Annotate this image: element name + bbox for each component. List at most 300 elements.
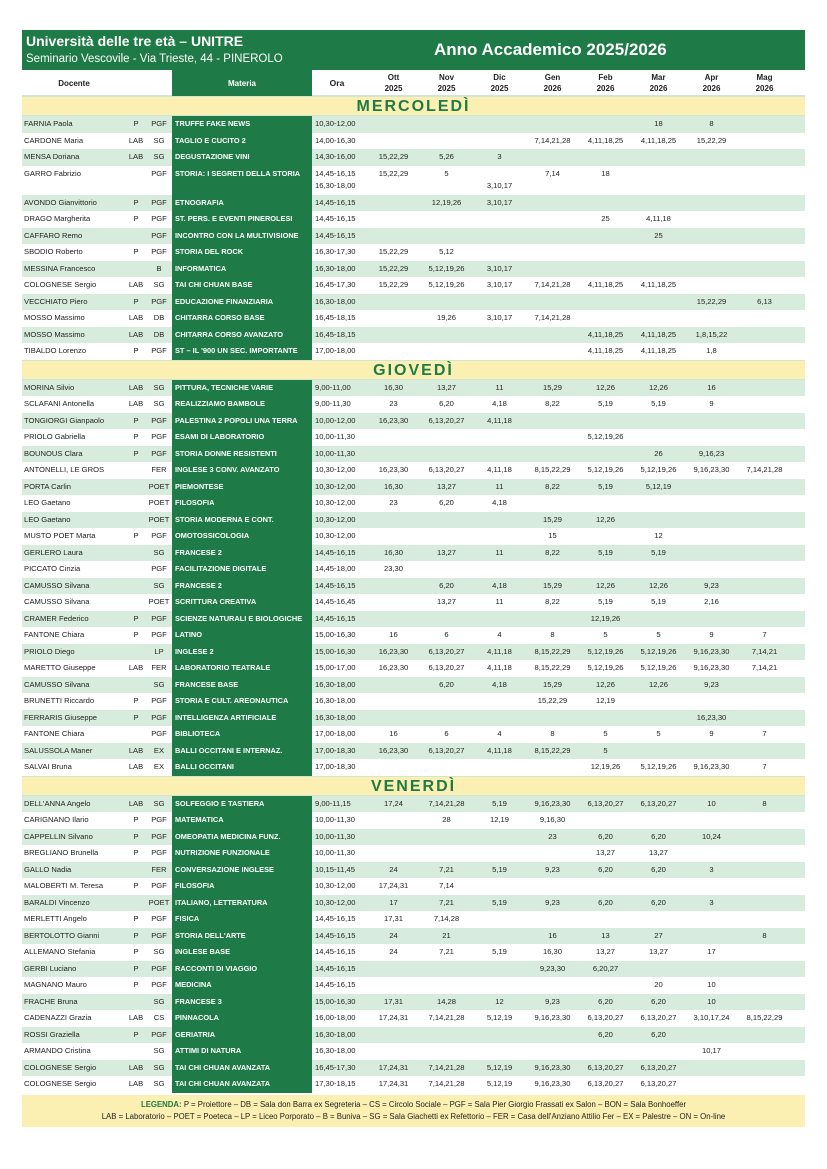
table-row — [22, 944, 805, 961]
cell-materia: FRANCESE 2 — [172, 578, 312, 595]
cell-ora: 16,30-18,00 — [315, 263, 356, 273]
cell-dates: 10 — [707, 996, 716, 1006]
cell-dates: 8,15,22,29 — [534, 745, 571, 755]
cell-dates: 8,15,22,29 — [746, 1013, 783, 1022]
cell-dates: 9,23 — [704, 679, 719, 689]
cell-materia: TAI CHI CHUAN AVANZATA — [172, 1076, 312, 1093]
cell-dates: 6,13,20,27 — [587, 1013, 624, 1022]
table-row — [22, 195, 805, 212]
cell-dates: 13,27 — [595, 947, 615, 956]
cell-materia: ATTIMI DI NATURA — [172, 1043, 312, 1060]
cell-dates: 15,29 — [542, 514, 562, 524]
cell-materia: CHITARRA CORSO AVANZATO — [172, 327, 312, 344]
cell-materia: INGLESE 2 — [172, 644, 312, 661]
cell-dates: 16,23,30 — [378, 745, 409, 755]
cell-dates: 13,27 — [436, 382, 456, 392]
cell-projector: LAB — [128, 663, 144, 672]
cell-docente: CAMUSSO Silvana — [24, 580, 90, 590]
cell-materia: FACILITAZIONE DIGITALE — [172, 561, 312, 578]
cell-dates: 6,20 — [439, 498, 454, 507]
day-heading: GIOVEDÌ — [22, 360, 805, 380]
cell-dates: 9 — [709, 630, 714, 639]
cell-dates: 24 — [389, 864, 398, 874]
column-header-row — [22, 70, 805, 96]
cell-projector: P — [133, 247, 139, 256]
cell-materia: BALLI OCCITANI — [172, 759, 312, 776]
cell-dates: 5,12,19,26 — [587, 646, 624, 656]
cell-room: PGF — [151, 729, 167, 738]
legend-line-2: LAB = Laboratorio – POET = Poeteca – LP = Liceo Porporato – B = Buniva – SG = Sala Giachetti ex Refettorio – FER = Casa dell'Anziano Attilio Fer – EX = Palestre – ON = On-line — [101, 1111, 726, 1121]
cell-dates: 7,14,21 — [751, 663, 778, 672]
table-row — [22, 228, 805, 245]
cell-dates: 6,20 — [651, 996, 666, 1006]
cell-dates: 26 — [654, 448, 663, 458]
cell-dates: 17,24,31 — [378, 1079, 409, 1088]
cell-dates: 6,20 — [598, 831, 613, 841]
cell-dates: 3,10,17 — [486, 313, 513, 322]
cell-dates: 4,11,18 — [646, 214, 671, 223]
cell-dates: 15,22,29 — [537, 696, 568, 705]
cell-docente: PICCATO Cinzia — [24, 564, 81, 573]
cell-dates: 3 — [709, 897, 714, 907]
cell-dates: 5,12,19,26 — [587, 432, 624, 441]
cell-room: POET — [148, 897, 170, 907]
cell-dates: 3 — [497, 152, 502, 161]
cell-docente: ALLEMANO Stefania — [24, 947, 96, 956]
cell-dates: 7,21 — [439, 864, 454, 874]
cell-dates: 6,13,20,27 — [587, 1062, 624, 1072]
cell-dates: 5,12,19,26 — [428, 263, 465, 273]
cell-materia: MATEMATICA — [172, 812, 312, 829]
column-month: Ott 2025 — [384, 73, 403, 93]
cell-dates: 9,23 — [545, 897, 560, 907]
cell-docente: MOSSO Massimo — [24, 313, 85, 322]
cell-dates: 5,12 — [439, 247, 454, 256]
cell-ora: 16,30-18,00 — [315, 1029, 356, 1039]
cell-materia: PINNACOLA — [172, 1010, 312, 1027]
legend-title: LEGENDA: — [140, 1099, 182, 1109]
cell-dates: 25 — [601, 214, 610, 223]
cell-dates: 13,27 — [595, 848, 615, 857]
cell-room: FER — [151, 864, 167, 874]
cell-materia: SOLFEGGIO E TASTIERA — [172, 796, 312, 813]
cell-dates: 5,26 — [439, 152, 454, 161]
cell-materia: DEGUSTAZIONE VINI — [172, 149, 312, 166]
cell-dates: 24 — [389, 930, 398, 940]
cell-projector: P — [133, 947, 139, 956]
cell-dates: 8,15,22,29 — [534, 663, 571, 672]
cell-dates: 24 — [389, 947, 398, 956]
cell-docente: SBODIO Roberto — [24, 247, 83, 256]
cell-dates: 5,19 — [651, 547, 666, 557]
cell-projector: LAB — [128, 135, 144, 145]
timetable-sheet — [22, 30, 805, 1127]
table-row — [22, 429, 805, 446]
cell-materia: SCIENZE NATURALI E BIOLOGICHE — [172, 611, 312, 628]
cell-dates: 17,24,31 — [378, 881, 409, 890]
cell-dates: 6,20 — [598, 897, 613, 907]
cell-ora: 16,30-18,00 — [315, 679, 356, 689]
cell-dates: 27 — [654, 930, 663, 940]
cell-dates: 16 — [389, 729, 398, 738]
cell-dates: 9 — [709, 729, 714, 738]
cell-projector: LAB — [128, 399, 144, 408]
cell-dates: 10,24 — [701, 831, 721, 841]
table-row — [22, 561, 805, 578]
cell-ora: 10,00-12,00 — [315, 415, 356, 425]
cell-ora: 14,45-16,15 — [315, 214, 356, 223]
cell-ora: 10,00-11,30 — [315, 448, 355, 458]
column-month: Apr 2026 — [702, 73, 721, 93]
cell-materia: PITTURA, TECNICHE VARIE — [172, 380, 312, 397]
cell-dates: 7,14,21,28 — [534, 313, 571, 322]
cell-materia: ST. PERS. E EVENTI PINEROLESI — [172, 211, 312, 228]
cell-dates: 8 — [762, 798, 767, 808]
table-row — [22, 1043, 805, 1060]
cell-docente: BERTOLOTTO Gianni — [24, 930, 100, 940]
cell-dates: 7,21 — [439, 897, 454, 907]
cell-dates: 5 — [656, 630, 661, 639]
table-row — [22, 545, 805, 562]
cell-dates: 15,22,29 — [378, 263, 409, 273]
cell-materia: OMEOPATIA MEDICINA FUNZ. — [172, 829, 312, 846]
cell-dates: 5,12,19,26 — [640, 465, 677, 474]
cell-dates: 8 — [709, 119, 714, 128]
cell-dates: 6,13,20,27 — [640, 798, 677, 808]
cell-dates: 9,23 — [704, 580, 719, 590]
cell-dates: 6,20 — [598, 864, 613, 874]
cell-docente: BREGLIANO Brunella — [24, 848, 99, 857]
cell-ora: 14,45-16,15 — [315, 613, 356, 623]
table-row — [22, 343, 805, 360]
cell-dates: 15,22,29 — [378, 247, 409, 256]
cell-dates: 21 — [442, 930, 451, 940]
cell-docente: DRAGO Margherita — [24, 214, 91, 223]
cell-materia: TAI CHI CHUAN BASE — [172, 277, 312, 294]
cell-dates: 1,8,15,22 — [695, 329, 728, 339]
cell-projector: LAB — [128, 1079, 144, 1088]
cell-ora: 15,00-16,30 — [315, 996, 356, 1006]
cell-dates: 5,19 — [492, 947, 507, 956]
cell-dates: 3,10,17,24 — [693, 1013, 730, 1022]
column-month: Mag 2026 — [755, 73, 774, 93]
cell-docente: SALUSSOLA Maner — [24, 745, 93, 755]
cell-dates: 12,19,26 — [431, 197, 462, 207]
table-row — [22, 796, 805, 813]
cell-dates: 5,12,19,26 — [640, 663, 677, 672]
cell-dates: 12,19 — [595, 696, 615, 705]
cell-room: PGF — [151, 696, 167, 705]
cell-docente: MARETTO Giuseppe — [24, 663, 96, 672]
table-row — [22, 693, 805, 710]
cell-projector: P — [133, 980, 139, 989]
cell-dates: 8,22 — [545, 597, 560, 606]
cell-room: LP — [154, 646, 164, 656]
cell-dates: 15,29 — [542, 382, 562, 392]
cell-dates: 8 — [550, 729, 555, 738]
cell-projector: LAB — [128, 1013, 144, 1022]
cell-dates: 2,16 — [704, 597, 719, 606]
cell-projector: P — [133, 613, 139, 623]
cell-docente: TIBALDO Lorenzo — [24, 346, 87, 355]
cell-ora: 14,45-16,15 — [315, 168, 356, 178]
cell-room: SG — [153, 280, 165, 289]
cell-ora: 16,45-18,15 — [315, 313, 356, 322]
cell-ora: 16,30-18,00 — [315, 180, 356, 190]
cell-ora: 14,45-16,15 — [315, 547, 356, 557]
cell-docente: MALOBERTI M. Teresa — [24, 881, 104, 890]
cell-docente: MERLETTI Angelo — [24, 914, 87, 923]
cell-ora: 10,30-12,00 — [315, 514, 356, 524]
cell-dates: 15,22,29 — [378, 152, 409, 161]
cell-dates: 7,21 — [439, 947, 454, 956]
university-title: Università delle tre età – UNITRE — [26, 33, 244, 49]
cell-dates: 3,10,17 — [486, 180, 513, 190]
cell-dates: 6,13,20,27 — [587, 798, 624, 808]
cell-room: DB — [153, 313, 165, 322]
cell-docente: CARDONE Maria — [24, 135, 84, 145]
cell-materia: FISICA — [172, 911, 312, 928]
table-row — [22, 1027, 805, 1044]
cell-dates: 13 — [601, 930, 610, 940]
cell-dates: 12,26 — [648, 679, 668, 689]
cell-dates: 16,23,30 — [378, 465, 409, 474]
table-row — [22, 845, 805, 862]
cell-dates: 6,20,27 — [592, 963, 619, 973]
table-row — [22, 1076, 805, 1093]
cell-materia: STORIA MODERNA E CONT. — [172, 512, 312, 529]
cell-dates: 9,23 — [545, 996, 560, 1006]
cell-dates: 16,23,30 — [378, 646, 409, 656]
table-row — [22, 660, 805, 677]
cell-room: SG — [153, 399, 165, 408]
cell-materia: SCRITTURA CREATIVA — [172, 594, 312, 611]
cell-projector: P — [133, 963, 139, 973]
cell-ora: 10,30-12,00 — [315, 531, 356, 540]
table-row — [22, 677, 805, 694]
cell-ora: 17,30-18,15 — [315, 1079, 356, 1088]
cell-materia: INTELLIGENZA ARTIFICIALE — [172, 710, 312, 727]
cell-projector: P — [133, 296, 139, 306]
cell-room: PGF — [151, 848, 167, 857]
cell-dates: 17 — [707, 947, 716, 956]
cell-dates: 6,20 — [439, 399, 454, 408]
cell-materia: FRANCESE 2 — [172, 545, 312, 562]
column-month: Mar 2026 — [649, 73, 668, 93]
cell-materia: NUTRIZIONE FUNZIONALE — [172, 845, 312, 862]
cell-docente: BARALDI Vincenzo — [24, 897, 90, 907]
cell-ora: 17,00-18,00 — [315, 346, 356, 355]
cell-docente: FRACHE Bruna — [24, 996, 78, 1006]
cell-dates: 5 — [603, 745, 608, 755]
cell-projector: P — [133, 432, 139, 441]
table-row — [22, 1060, 805, 1077]
cell-projector: P — [133, 815, 139, 824]
cell-dates: 8 — [550, 630, 555, 639]
cell-materia: STORIA DELL'ARTE — [172, 928, 312, 945]
cell-room: PGF — [151, 230, 167, 240]
cell-room: SG — [153, 1062, 165, 1072]
table-row — [22, 310, 805, 327]
cell-dates: 9,23 — [545, 864, 560, 874]
cell-dates: 7,14,21,28 — [534, 135, 571, 145]
cell-docente: AVONDO Gianvittorio — [24, 197, 97, 207]
cell-dates: 6,13,20,27 — [428, 465, 465, 474]
cell-dates: 9,16,23 — [698, 448, 725, 458]
cell-room: CS — [153, 1013, 165, 1022]
cell-dates: 16,30 — [383, 547, 403, 557]
cell-dates: 7 — [762, 630, 767, 639]
cell-dates: 7,14,21,28 — [428, 1013, 465, 1022]
cell-ora: 14,45-16,15 — [315, 230, 356, 240]
cell-materia: GERIATRIA — [172, 1027, 312, 1044]
cell-projector: P — [133, 197, 139, 207]
cell-docente: CADENAZZI Grazia — [24, 1013, 92, 1022]
cell-ora: 10,15-11,45 — [315, 864, 355, 874]
cell-ora: 16,30-18,00 — [315, 696, 356, 705]
cell-materia: STORIA E CULT. AREONAUTICA — [172, 693, 312, 710]
cell-dates: 15,29 — [542, 580, 562, 590]
cell-dates: 9,16,23,30 — [534, 1062, 571, 1072]
cell-room: SG — [153, 580, 165, 590]
cell-materia: LABORATORIO TEATRALE — [172, 660, 312, 677]
cell-dates: 5,19 — [651, 597, 666, 606]
cell-ora: 16,45-17,30 — [315, 280, 356, 289]
cell-dates: 15,22,29 — [696, 296, 727, 306]
cell-materia: LATINO — [172, 627, 312, 644]
column-materia: Materia — [172, 70, 312, 96]
cell-docente: FARNIA Paola — [24, 119, 73, 128]
cell-dates: 23,30 — [383, 564, 403, 573]
table-row — [22, 878, 805, 895]
cell-room: PGF — [151, 963, 167, 973]
cell-dates: 7,14,28 — [433, 914, 460, 923]
cell-dates: 8,22 — [545, 547, 560, 557]
cell-docente: CAMUSSO Silvana — [24, 597, 90, 606]
cell-materia: FILOSOFIA — [172, 878, 312, 895]
cell-ora: 17,00-18,30 — [315, 762, 356, 771]
cell-dates: 5,12,19,26 — [640, 646, 677, 656]
column-month: Gen 2026 — [543, 73, 562, 93]
cell-room: FER — [151, 465, 167, 474]
cell-dates: 13,27 — [436, 481, 456, 491]
cell-ora: 10,30-12,00 — [315, 881, 356, 890]
cell-docente: PRIOLO Diego — [24, 646, 75, 656]
cell-projector: P — [133, 1029, 139, 1039]
cell-dates: 8,15,22,29 — [534, 465, 571, 474]
cell-materia: RACCONTI DI VIAGGIO — [172, 961, 312, 978]
cell-ora: 14,45-16,15 — [315, 197, 356, 207]
cell-dates: 12,26 — [595, 580, 615, 590]
cell-projector: P — [133, 415, 139, 425]
cell-docente: COLOGNESE Sergio — [24, 1062, 97, 1072]
cell-room: PGF — [151, 1029, 167, 1039]
cell-projector: P — [133, 930, 139, 940]
column-month: Nov 2025 — [437, 73, 456, 93]
cell-materia: FILOSOFIA — [172, 495, 312, 512]
table-row — [22, 994, 805, 1011]
cell-dates: 6 — [444, 630, 449, 639]
cell-docente: CAFFARO Remo — [24, 230, 83, 240]
table-row — [22, 726, 805, 743]
cell-room: POET — [148, 481, 170, 491]
cell-dates: 6,13,20,27 — [587, 1079, 624, 1088]
cell-projector: P — [133, 448, 139, 458]
cell-materia: TRUFFE FAKE NEWS — [172, 116, 312, 133]
cell-dates: 10 — [707, 980, 716, 989]
cell-ora: 10,30-12,00 — [315, 119, 356, 128]
cell-dates: 12,26 — [595, 514, 615, 524]
table-row — [22, 862, 805, 879]
cell-dates: 4,11,18,25 — [640, 346, 677, 355]
cell-dates: 4,11,18,25 — [640, 329, 677, 339]
cell-docente: PRIOLO Gabriella — [24, 432, 86, 441]
cell-dates: 12,26 — [648, 580, 668, 590]
cell-dates: 5,12,19,26 — [640, 762, 677, 771]
cell-projector: P — [133, 712, 139, 722]
cell-projector: LAB — [128, 280, 144, 289]
cell-room: POET — [148, 597, 170, 606]
cell-materia: INGLESE 3 CONV. AVANZATO — [172, 462, 312, 479]
cell-projector: LAB — [128, 1062, 144, 1072]
table-row — [22, 277, 805, 294]
cell-docente: LEO Gaetano — [24, 514, 71, 524]
cell-ora: 14,30-16,00 — [315, 152, 356, 161]
cell-dates: 6,20 — [598, 1029, 613, 1039]
cell-ora: 10,30-12,00 — [315, 481, 356, 491]
cell-docente: PORTA Carlin — [24, 481, 71, 491]
cell-projector: LAB — [128, 798, 144, 808]
cell-ora: 16,30-18,00 — [315, 712, 356, 722]
cell-dates: 5,12,19 — [486, 1062, 513, 1072]
cell-projector: LAB — [128, 382, 144, 392]
cell-room: PGF — [151, 881, 167, 890]
cell-ora: 17,00-18,00 — [315, 729, 356, 738]
cell-dates: 7,14 — [439, 881, 454, 890]
cell-docente: CAMUSSO Silvana — [24, 679, 90, 689]
cell-dates: 4,18 — [492, 580, 507, 590]
cell-dates: 4,18 — [492, 498, 507, 507]
cell-materia: FRANCESE 3 — [172, 994, 312, 1011]
cell-dates: 16 — [548, 930, 557, 940]
cell-ora: 16,30-17,30 — [315, 247, 356, 256]
cell-docente: TONGIORGI Gianpaolo — [24, 415, 105, 425]
cell-docente: FERRARIS Giuseppe — [24, 712, 98, 722]
cell-dates: 12,19 — [489, 815, 509, 824]
cell-dates: 7,14 — [545, 168, 560, 178]
cell-dates: 8,22 — [545, 399, 560, 408]
cell-ora: 14,45-16,15 — [315, 947, 356, 956]
table-row — [22, 512, 805, 529]
cell-dates: 16 — [707, 382, 716, 392]
cell-dates: 6,20 — [651, 897, 666, 907]
cell-dates: 5 — [656, 729, 661, 738]
cell-dates: 23 — [548, 831, 557, 841]
cell-docente: MESSINA Francesco — [24, 263, 96, 273]
cell-dates: 5,19 — [492, 897, 507, 907]
cell-dates: 3 — [709, 864, 714, 874]
cell-materia: TAI CHI CHUAN AVANZATA — [172, 1060, 312, 1077]
table-row — [22, 594, 805, 611]
cell-projector: P — [133, 531, 139, 540]
table-row — [22, 578, 805, 595]
cell-dates: 5,12,19,26 — [428, 280, 465, 289]
cell-projector: LAB — [128, 313, 144, 322]
cell-materia: BIBLIOTECA — [172, 726, 312, 743]
cell-room: PGF — [151, 197, 167, 207]
cell-projector: LAB — [128, 329, 144, 339]
cell-materia: CONVERSAZIONE INGLESE — [172, 862, 312, 879]
